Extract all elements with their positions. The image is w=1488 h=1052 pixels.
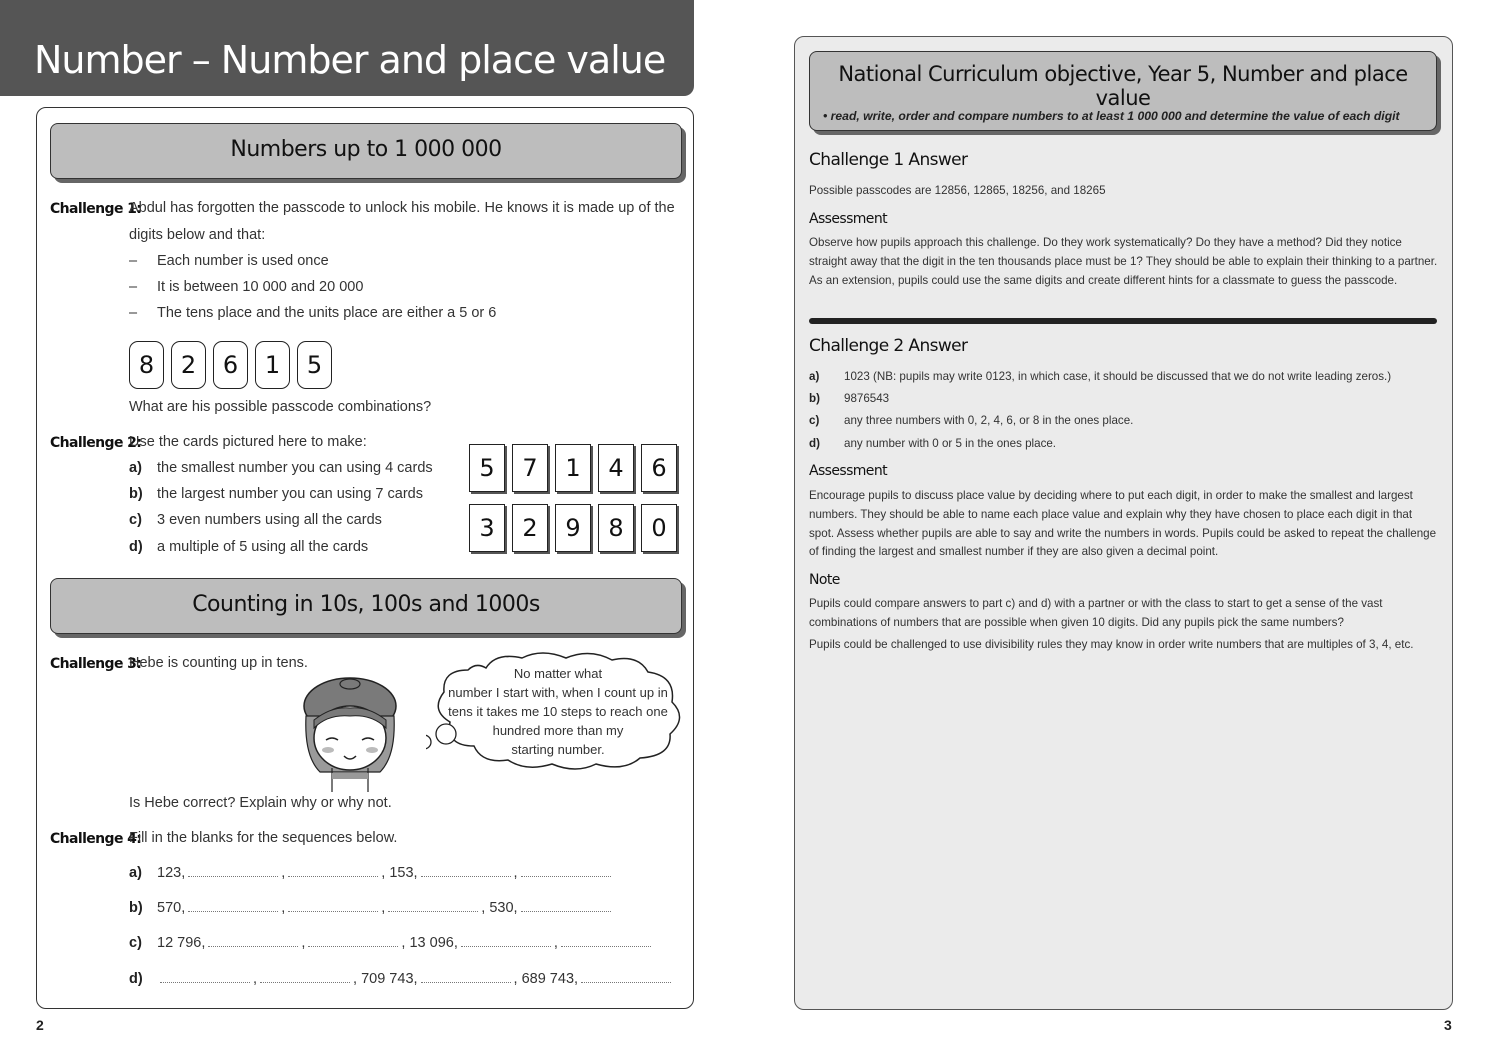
- chapter-title: Number – Number and place value: [34, 38, 666, 82]
- answer-blank[interactable]: [521, 900, 611, 912]
- challenge2-answer-heading: Challenge 2 Answer: [809, 336, 968, 356]
- answer-item: a) 1023 (NB: pupils may write 0123, in which case, it should be discussed that we do not write leading zeros.): [809, 370, 1392, 383]
- answer-blank[interactable]: [561, 935, 651, 947]
- section-title-counting: [50, 578, 682, 634]
- digit-card: 1: [255, 341, 290, 389]
- challenge1-answer: Possible passcodes are 12856, 12865, 18256, and 18265: [809, 184, 1106, 197]
- objective-bullet: • read, write, order and compare numbers to at least 1 000 000 and determine the value of each digit: [823, 109, 1400, 123]
- answer-blank[interactable]: [288, 900, 378, 912]
- answer-blank[interactable]: [160, 971, 250, 983]
- challenge4-intro: Fill in the blanks for the sequences below.: [129, 830, 398, 846]
- sequence-a: a) 123, , , 153, ,: [129, 865, 614, 881]
- challenge4-label: Challenge 4:: [50, 831, 142, 847]
- girl-illustration: [298, 676, 408, 792]
- objective-title: National Curriculum objective, Year 5, Number and place value: [838, 62, 1408, 110]
- challenge1-question: What are his possible passcode combinations?: [129, 399, 432, 415]
- challenge2-assessment: Encourage pupils to discuss place value by deciding where to put each digit, in order to make the smallest and largest numbers. They should be able to name each place value and explain why they have chosen to place each digit in that spot. Assess whether pupils are able to say and write the numbers in words. Pupils could be asked to repeat the challenge of finding the largest and smallest number if they are also given a decimal point.: [809, 489, 1437, 559]
- digit-card: 5: [297, 341, 332, 389]
- note-heading: Note: [809, 572, 840, 588]
- answer-blank[interactable]: [421, 971, 511, 983]
- answer-blank[interactable]: [208, 935, 298, 947]
- challenge3-label: Challenge 3:: [50, 656, 142, 672]
- assessment-heading: Assessment: [809, 211, 887, 227]
- challenge2-intro: Use the cards pictured here to make:: [129, 434, 367, 450]
- number-card: 8: [598, 504, 634, 552]
- answer-blank[interactable]: [581, 971, 671, 983]
- challenge1-line2: digits below and that:: [129, 227, 266, 243]
- challenge2-item: d) a multiple of 5 using all the cards: [129, 539, 369, 555]
- answer-item: c) any three numbers with 0, 2, 4, 6, or 8 in the ones place.: [809, 414, 1134, 427]
- challenge1-bullet: – The tens place and the units place are either a 5 or 6: [129, 305, 497, 321]
- number-card: 3: [469, 504, 505, 552]
- number-card: 5: [469, 444, 505, 492]
- section-title-numbers: [50, 123, 682, 179]
- digit-card: 6: [213, 341, 248, 389]
- number-card: 7: [512, 444, 548, 492]
- challenge2-item: a) the smallest number you can using 4 cards: [129, 460, 433, 476]
- answer-blank[interactable]: [188, 900, 278, 912]
- challenge1-assessment: Observe how pupils approach this challenge. Do they work systematically? Do they have a method? Did they notice straight away that the digit in the ten thousands place must be 1? They should be able to explain their thinking to a partner. As an extension, pupils could use the same digits and create different hints for a classmate to guess the passcode.: [809, 236, 1438, 287]
- number-card: 2: [512, 504, 548, 552]
- divider: [809, 318, 1437, 324]
- sequence-b: b) 570, , , , 530,: [129, 900, 614, 916]
- challenge2-item: c) 3 even numbers using all the cards: [129, 512, 382, 528]
- challenge1-answer-heading: Challenge 1 Answer: [809, 150, 968, 170]
- answer-blank[interactable]: [188, 865, 278, 877]
- number-card: 1: [555, 444, 591, 492]
- thought-bubble-text: No matter what number I start with, when I count up in tens it takes me 10 steps to reach one hundred more than my starting number.: [448, 666, 668, 757]
- number-card: 9: [555, 504, 591, 552]
- digit-card: 8: [129, 341, 164, 389]
- answer-blank[interactable]: [461, 935, 551, 947]
- sequence-c: c) 12 796, , , 13 096, ,: [129, 935, 654, 951]
- challenge1-bullet: – Each number is used once: [129, 253, 329, 269]
- challenge1-bullet: – It is between 10 000 and 20 000: [129, 279, 364, 295]
- number-card: 6: [641, 444, 677, 492]
- answer-blank[interactable]: [421, 865, 511, 877]
- objective-box: [809, 51, 1437, 131]
- sequence-d: d) , , 709 743, , 689 743,: [129, 971, 674, 987]
- digit-card: 2: [171, 341, 206, 389]
- challenge3-intro: Hebe is counting up in tens.: [129, 655, 308, 671]
- challenge3-question: Is Hebe correct? Explain why or why not.: [129, 795, 392, 811]
- answer-item: b) 9876543: [809, 392, 890, 405]
- answer-blank[interactable]: [521, 865, 611, 877]
- answer-blank[interactable]: [288, 865, 378, 877]
- assessment-heading: Assessment: [809, 463, 887, 479]
- number-card: 4: [598, 444, 634, 492]
- chapter-header: [0, 0, 694, 96]
- page-number-right: 3: [1444, 1017, 1452, 1033]
- answer-blank[interactable]: [388, 900, 478, 912]
- section2-title: Counting in 10s, 100s and 1000s: [192, 592, 540, 617]
- answer-item: d) any number with 0 or 5 in the ones place.: [809, 437, 1057, 450]
- challenge1-label: Challenge 1:: [50, 201, 142, 217]
- answer-blank[interactable]: [260, 971, 350, 983]
- answer-blank[interactable]: [308, 935, 398, 947]
- page-number-left: 2: [36, 1017, 44, 1033]
- challenge2-label: Challenge 2:: [50, 435, 142, 451]
- section1-title: Numbers up to 1 000 000: [230, 137, 502, 162]
- note-paragraph-1: Pupils could compare answers to part c) and d) with a partner or with the class to start to get a sense of the vast combinations of numbers that are possible when given 10 digits. Did any pupils pick the same numbers?: [809, 597, 1383, 629]
- number-card: 0: [641, 504, 677, 552]
- challenge1-line1: Abdul has forgotten the passcode to unlock his mobile. He knows it is made up of the: [129, 200, 675, 216]
- challenge2-item: b) the largest number you can using 7 cards: [129, 486, 423, 502]
- note-paragraph-2: Pupils could be challenged to use divisibility rules they may know in order write numbers that are multiples of 3, 4, etc.: [809, 638, 1414, 651]
